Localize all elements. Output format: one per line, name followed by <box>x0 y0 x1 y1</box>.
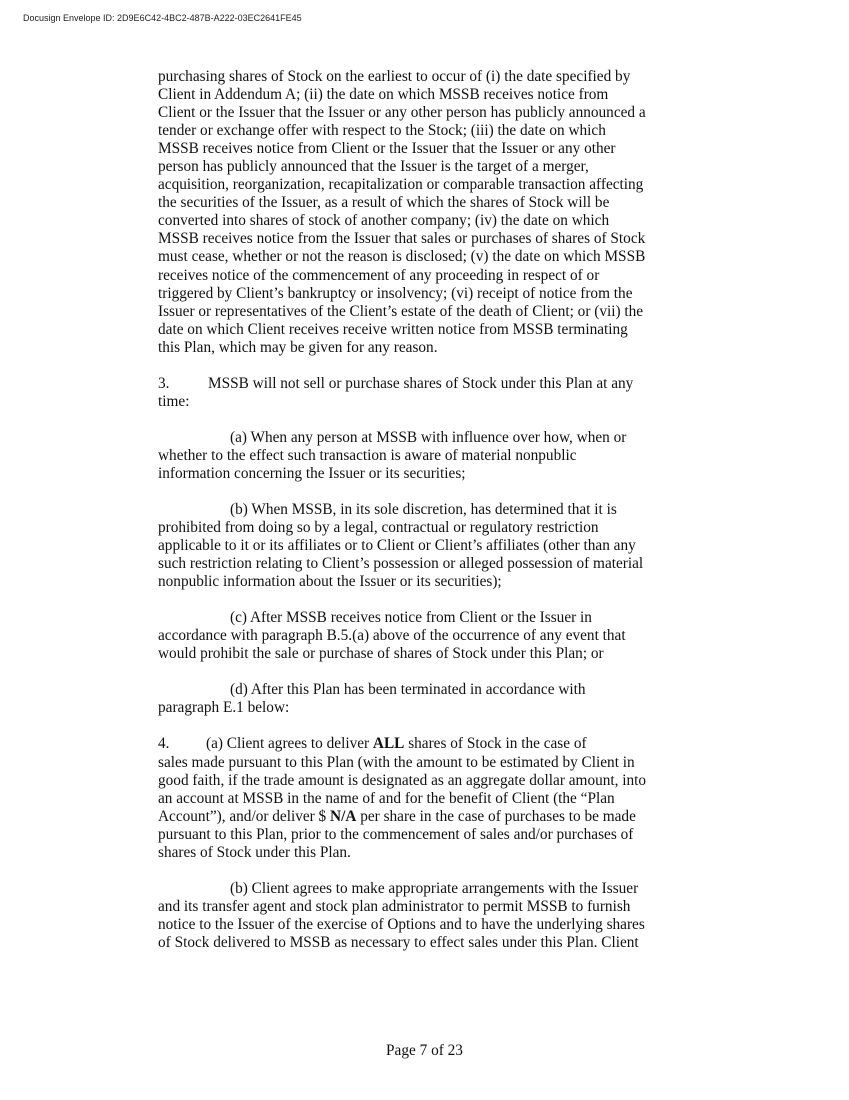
text-line <box>158 735 692 753</box>
text-line: (a) When any person at MSSB with influence over how, when or <box>230 428 627 446</box>
text-line: person has publicly announced that the Issuer is the target of a merger, <box>158 158 589 176</box>
paragraph-number: 4. <box>158 735 170 753</box>
text-line: this Plan, which may be given for any reason. <box>158 338 438 356</box>
text-line: Client in Addendum A; (ii) the date on which MSSB receives notice from <box>158 86 609 104</box>
text-line: such restriction relating to Client’s possession or alleged possession of material <box>158 555 644 573</box>
text-line: receives notice of the commencement of any proceeding in respect of or <box>158 266 600 284</box>
document-body <box>158 68 692 952</box>
bold-term: ALL <box>372 735 405 753</box>
text-line: must cease, whether or not the reason is disclosed; (v) the date on which MSSB <box>158 248 646 266</box>
text-line <box>158 808 692 826</box>
paragraph-4b <box>158 880 692 952</box>
bold-term: N/A <box>330 807 357 825</box>
text-line: whether to the effect such transaction is aware of material nonpublic <box>158 446 577 464</box>
text-line: (c) After MSSB receives notice from Client or the Issuer in <box>230 609 592 627</box>
text-line: time: <box>158 392 190 410</box>
paragraph-3c <box>158 609 692 663</box>
paragraph-number: 3. <box>158 374 170 392</box>
text-line: an account at MSSB in the name of and for the benefit of Client (the “Plan <box>158 789 615 807</box>
paragraph-3 <box>158 375 692 411</box>
text-line: prohibited from doing so by a legal, contractual or regulatory restriction <box>158 519 599 537</box>
text-line: would prohibit the sale or purchase of shares of Stock under this Plan; or <box>158 645 604 663</box>
text-line: applicable to it or its affiliates or to Client or Client’s affiliates (other than any <box>158 537 636 555</box>
text-line: of Stock delivered to MSSB as necessary to effect sales under this Plan. Client <box>158 933 639 951</box>
text-line: (d) After this Plan has been terminated in accordance with <box>230 681 586 699</box>
text-line: MSSB receives notice from the Issuer that sales or purchases of shares of Stock <box>158 230 646 248</box>
text-span: shares of Stock in the case of <box>404 735 587 753</box>
text-line: (b) When MSSB, in its sole discretion, has determined that it is <box>230 500 617 518</box>
text-line: pursuant to this Plan, prior to the commencement of sales and/or purchases of <box>158 825 634 843</box>
text-line: converted into shares of stock of another company; (iv) the date on which <box>158 212 610 230</box>
text-line: nonpublic information about the Issuer or its securities); <box>158 573 502 591</box>
text-line: (b) Client agrees to make appropriate arrangements with the Issuer <box>230 879 639 897</box>
text-line: paragraph E.1 below: <box>158 699 290 717</box>
paragraph-3b <box>158 501 692 591</box>
text-line: tender or exchange offer with respect to the Stock; (iii) the date on which <box>158 122 606 140</box>
paragraph-2-continuation <box>158 68 692 357</box>
text-line: purchasing shares of Stock on the earliest to occur of (i) the date specified by <box>158 68 631 85</box>
page-number: Page 7 of 23 <box>386 1042 463 1059</box>
text-line: acquisition, reorganization, recapitalization or comparable transaction affecting <box>158 176 644 194</box>
text-line: MSSB receives notice from Client or the Issuer that the Issuer or any other <box>158 140 616 158</box>
docusign-envelope-id: Docusign Envelope ID: 2D9E6C42-4BC2-487B-A222-03EC2641FE45 <box>23 13 302 23</box>
paragraph-4a <box>158 735 692 861</box>
text-span: MSSB will not sell or purchase shares of Stock under this Plan at any <box>208 374 634 392</box>
text-line: shares of Stock under this Plan. <box>158 843 351 861</box>
text-line: triggered by Client’s bankruptcy or insolvency; (vi) receipt of notice from the <box>158 284 633 302</box>
text-line: accordance with paragraph B.5.(a) above of the occurrence of any event that <box>158 627 626 645</box>
paragraph-3d <box>158 681 692 717</box>
text-line: sales made pursuant to this Plan (with the amount to be estimated by Client in <box>158 753 635 771</box>
text-line: notice to the Issuer of the exercise of Options and to have the underlying shares <box>158 915 645 933</box>
text-line <box>158 375 692 393</box>
paragraph-3a <box>158 429 692 483</box>
text-line: good faith, if the trade amount is designated as an aggregate dollar amount, into <box>158 771 647 789</box>
text-line: the securities of the Issuer, as a result of which the shares of Stock will be <box>158 194 610 212</box>
text-line: and its transfer agent and stock plan administrator to permit MSSB to furnish <box>158 897 631 915</box>
text-span: (a) Client agrees to deliver <box>206 735 373 753</box>
text-line: date on which Client receives receive written notice from MSSB terminating <box>158 320 628 338</box>
text-line: Client or the Issuer that the Issuer or any other person has publicly announced a <box>158 104 646 122</box>
text-line: Issuer or representatives of the Client’s estate of the death of Client; or (vii) the <box>158 302 644 320</box>
text-span: Account”), and/or deliver $ <box>158 807 331 825</box>
text-line: information concerning the Issuer or its securities; <box>158 464 466 482</box>
text-span: per share in the case of purchases to be made <box>356 807 636 825</box>
